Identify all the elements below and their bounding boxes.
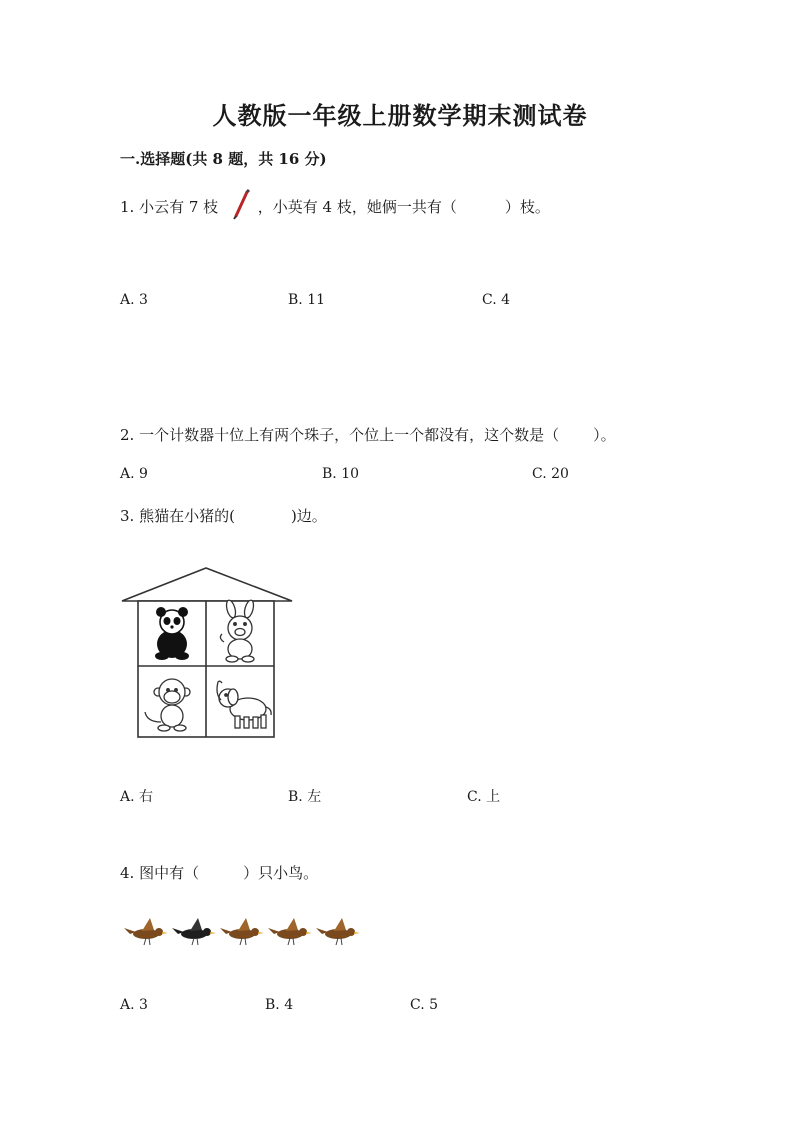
house-figure	[118, 564, 298, 740]
question-4	[120, 862, 318, 883]
page-title: 人教版一年级上册数学期末测试卷	[212, 101, 588, 130]
q3-option-b: B. 左	[288, 789, 322, 805]
question-2-text-end: ）。	[593, 426, 616, 444]
bird-icon	[220, 918, 264, 945]
q4-option-b: B. 4	[265, 997, 294, 1013]
q1-option-a: A. 3	[120, 292, 148, 308]
question-2-text: 2. 一个计数器十位上有两个珠子，个位上一个都没有，这个数是（	[120, 426, 560, 444]
question-3	[120, 505, 327, 526]
q3-option-c: C. 上	[467, 789, 501, 805]
question-1-text-mid: ，小英有 4 枝，她俩一共有（	[257, 198, 457, 216]
question-1-text-start: 1. 小云有 7 枝	[120, 198, 219, 216]
bird-icon	[172, 918, 216, 945]
question-4-text-end: ）只小鸟。	[243, 864, 319, 882]
q2-option-c: C. 20	[532, 466, 569, 482]
q2-option-b: B. 10	[322, 466, 360, 482]
question-4-text: 4. 图中有（	[120, 864, 200, 882]
bird-icon	[268, 918, 312, 945]
question-3-text: 3. 熊猫在小猪的(	[120, 507, 235, 525]
q4-option-a: A. 3	[120, 997, 148, 1013]
q1-option-b: B. 11	[288, 292, 326, 308]
bird-icon	[124, 918, 168, 945]
q2-option-a: A. 9	[120, 466, 148, 482]
q3-option-a: A. 右	[120, 789, 154, 805]
bird-icon	[316, 918, 360, 945]
q4-option-c: C. 5	[410, 997, 439, 1013]
question-1-text-end: ）枝。	[504, 198, 550, 216]
pencil-icon	[223, 199, 253, 217]
birds-figure	[124, 912, 364, 952]
q1-option-c: C. 4	[482, 292, 511, 308]
section-heading: 一.选择题(共 8 题，共 16 分)	[120, 150, 327, 168]
question-1	[120, 196, 550, 217]
question-2	[120, 424, 616, 445]
question-3-text-end: )边。	[290, 507, 327, 525]
